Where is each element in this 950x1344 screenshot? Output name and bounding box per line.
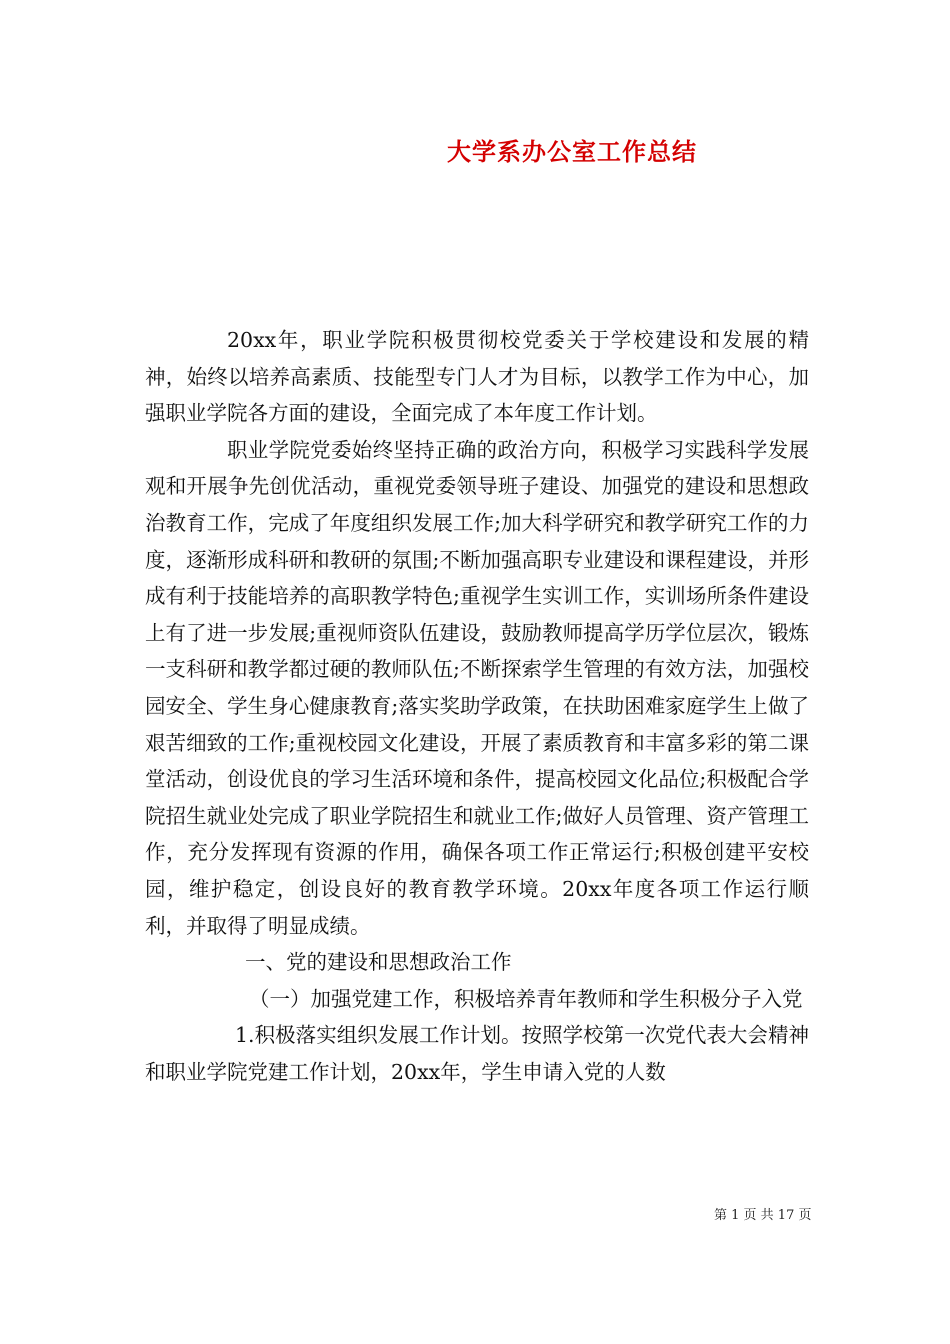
paragraph-summary: 职业学院党委始终坚持正确的政治方向，积极学习实践科学发展观和开展争先创优活动，重视党委领导班子建设、加强党的建设和思想政治教育工作，完成了年度组织发展工作;加大科学研究和教学研究工作的力度，逐渐形成科研和教研的氛围;不断加强高职专业建设和课程建设，并形成有利于技能培养的高职教学特色;重视学生实训工作，实训场所条件建设上有了进一步发展;重视师资队伍建设，鼓励教师提高学历学位层次，锻炼一支科研和教学都过硬的教师队伍;不断探索学生管理的有效方法，加强校园安全、学生身心健康教育;落实奖助学政策，在扶助困难家庭学生上做了艰苦细致的工作;重视校园文化建设，开展了素质教育和丰富多彩的第二课堂活动，创设优良的学习生活环境和条件，提高校园文化品位;积极配合学院招生就业处完成了职业学院招生和就业工作;做好人员管理、资产管理工作，充分发挥现有资源的作用，确保各项工作正常运行;积极创建平安校园，维护稳定，创设良好的教育教学环境。20xx年度各项工作运行顺利，并取得了明显成绩。 <box>145 437 809 938</box>
section-heading-1: 一、党的建设和思想政治工作 <box>245 950 512 975</box>
document-title: 大学系办公室工作总结 <box>447 137 697 166</box>
document-body <box>145 322 809 1090</box>
subsection-heading-1: （一）加强党建工作，积极培养青年教师和学生积极分子入党 <box>249 986 803 1011</box>
paragraph-intro: 20xx年，职业学院积极贯彻校党委关于学校建设和发展的精神，始终以培养高素质、技能型专门人才为目标，以教学工作为中心，加强职业学院各方面的建设，全面完成了本年度工作计划。 <box>145 328 809 426</box>
page-number: 第 1 页 共 17 页 <box>714 1208 812 1223</box>
numbered-item-1: 1.积极落实组织发展工作计划。按照学校第一次党代表大会精神和职业学院党建工作计划，20xx年，学生申请入党的人数 <box>145 1023 809 1084</box>
